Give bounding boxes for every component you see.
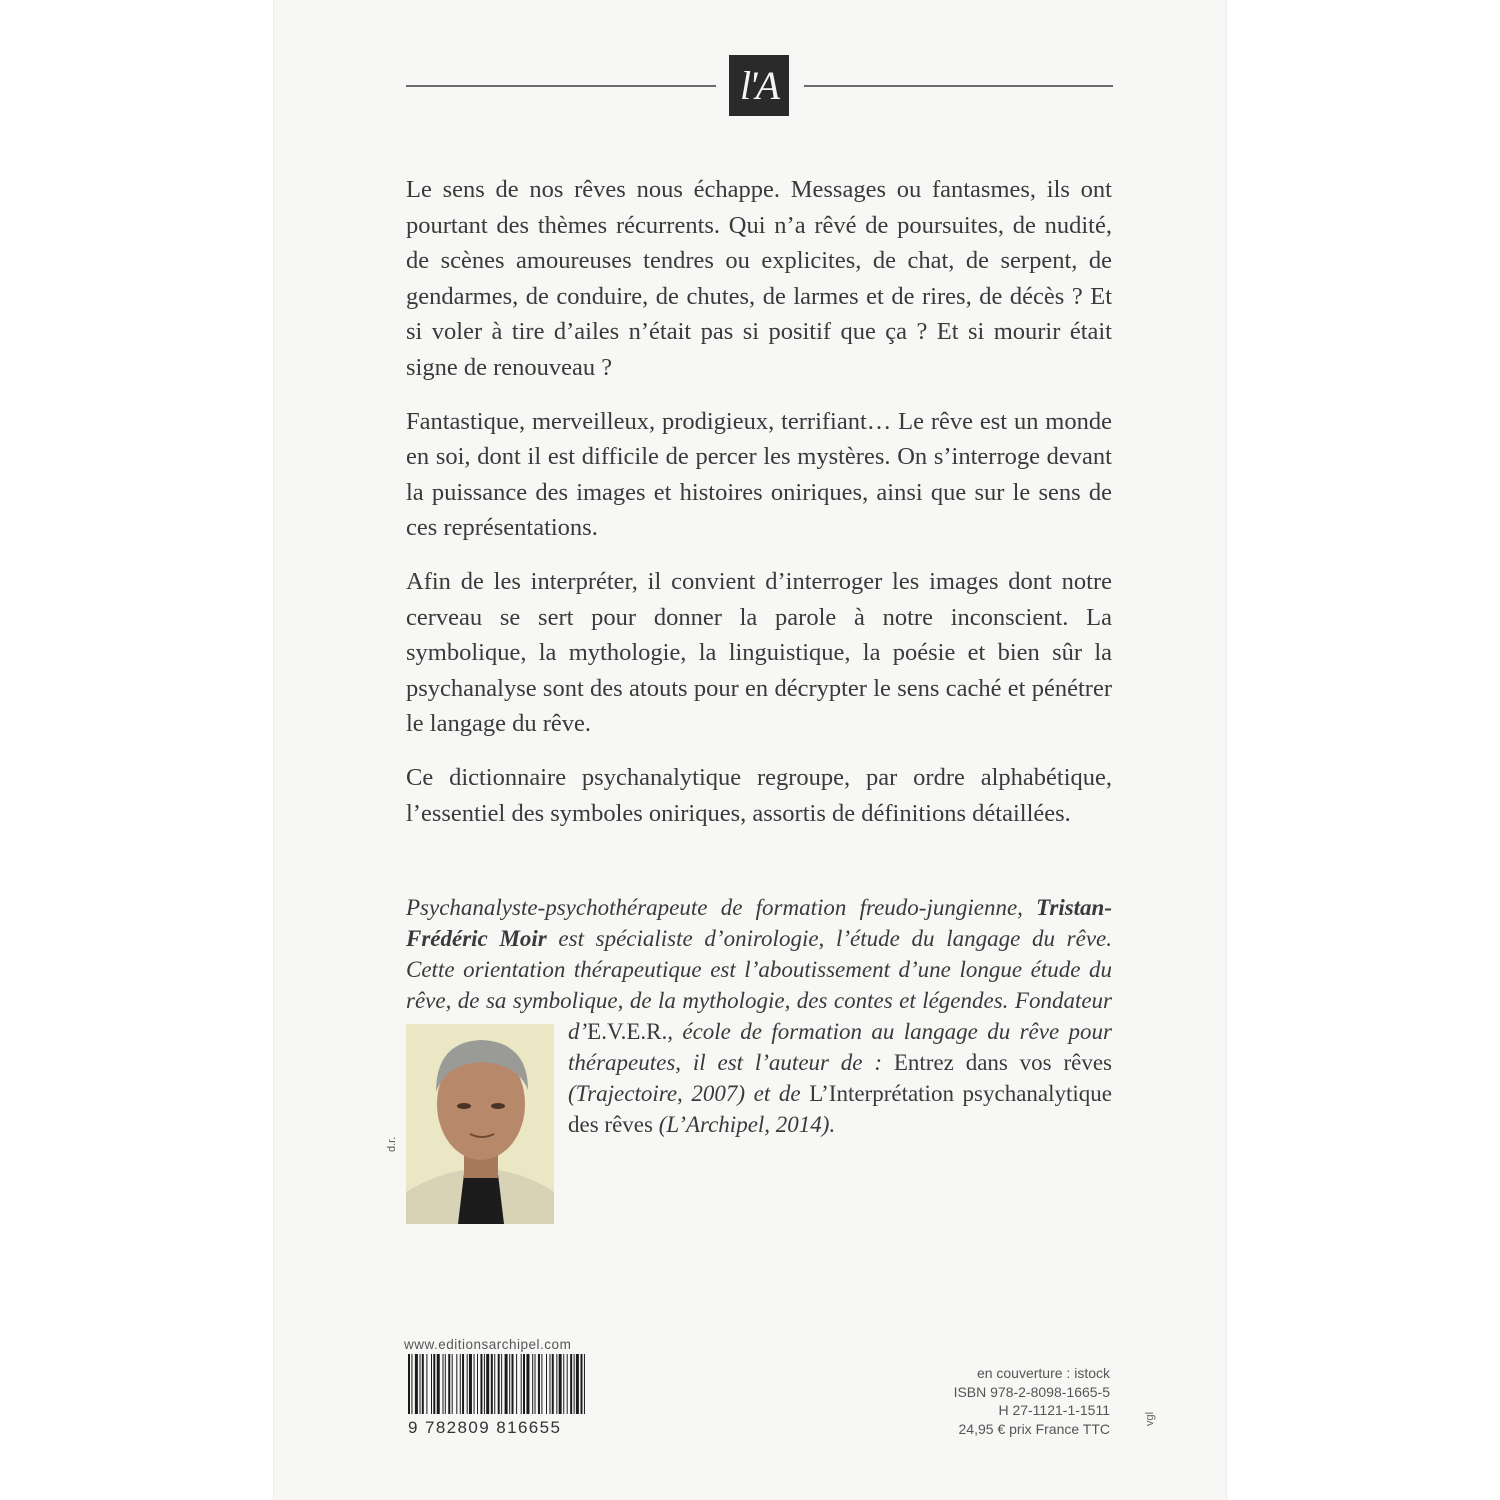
barcode-bar bbox=[505, 1354, 508, 1414]
barcode-bar bbox=[501, 1354, 502, 1414]
description-paragraph-2: Fantastique, merveilleux, prodigieux, terrifiant… Le rêve est un monde en soi, dont il est difficile de percer les mystères. On s’interroge devant la puissance des images et histoires oniriques, ainsi que sur le sens de ces représentations. bbox=[406, 407, 1112, 542]
barcode-bar bbox=[574, 1354, 575, 1414]
header-rule-right bbox=[804, 85, 1113, 87]
printer-code: vgl bbox=[1144, 1411, 1156, 1426]
barcode-bar bbox=[474, 1354, 475, 1414]
publisher-logo: l'A bbox=[729, 55, 789, 116]
barcode-bar bbox=[420, 1354, 421, 1414]
photo-credit: d.r. bbox=[386, 1136, 398, 1152]
barcode-bar bbox=[411, 1354, 412, 1414]
bio-book-1: Entrez dans vos rêves bbox=[893, 1050, 1112, 1075]
header-rule-left bbox=[406, 85, 716, 87]
description-paragraph-3: Afin de les interpréter, il convient d’interroger les images dont notre cerveau se sert pour donner la parole à notre inconscient. La symbolique, la mythologie, la linguistique, la poésie et bien sûr la psychanalyse sont des atouts pour en décrypter le sens caché et pénétrer le langage du rêve. bbox=[406, 567, 1112, 738]
description-paragraph-1: Le sens de nos rêves nous échappe. Messages ou fantasmes, ils ont pourtant des thèmes récurrents. Qui n’a rêvé de poursuites, de nudité, de scènes amoureuses tendres ou explicites, de chat, de serpent, de gendarmes, de conduire, de chutes, de larmes et de rires, de décès ? Et si voler à tire d’ailes n’était pas si positif que ça ? Et si mourir était signe de renouveau ? bbox=[406, 176, 1112, 381]
barcode-bar bbox=[486, 1354, 489, 1414]
price: 24,95 € prix France TTC bbox=[958, 1420, 1110, 1437]
barcode-bar bbox=[521, 1354, 522, 1414]
barcode-bar bbox=[462, 1354, 464, 1414]
barcode-bar bbox=[422, 1354, 424, 1414]
description-paragraph-4: Ce dictionnaire psychanalytique regroupe, par ordre alphabétique, l’essentiel des symboles oniriques, assortis de définitions détaillées. bbox=[406, 763, 1112, 827]
barcode-bar bbox=[538, 1354, 540, 1414]
barcode-bar bbox=[437, 1354, 440, 1414]
barcode-bar bbox=[460, 1354, 461, 1414]
description-text bbox=[406, 172, 1112, 849]
barcode-bar bbox=[552, 1354, 554, 1414]
bio-ever: E.V.E.R. bbox=[587, 1019, 668, 1044]
barcode-bar bbox=[526, 1354, 529, 1414]
isbn-barcode bbox=[406, 1354, 588, 1414]
barcode-bar bbox=[480, 1354, 482, 1414]
bio-book-1-publisher: (Trajectoire, 2007) bbox=[568, 1081, 746, 1106]
barcode-bar bbox=[523, 1354, 525, 1414]
barcode-bar bbox=[415, 1354, 418, 1414]
barcode-bar bbox=[509, 1354, 510, 1414]
bio-book-2-publisher: (L’Archipel, 2014). bbox=[652, 1112, 836, 1137]
publisher-website: www.editionsarchipel.com bbox=[404, 1337, 572, 1352]
author-photo bbox=[406, 1024, 554, 1224]
barcode-bar bbox=[576, 1354, 579, 1414]
barcode-bar bbox=[512, 1354, 514, 1414]
cover-credit: en couverture : istock bbox=[976, 1365, 1110, 1381]
product-code: H 27-1121-1-1511 bbox=[998, 1402, 1110, 1418]
barcode-bar bbox=[535, 1354, 536, 1414]
bio-part-1: est spécialiste d’onirologie, l’étude du langage du rêve. Cette orientation thérapeutique est l’aboutissement d’une longue étude du rêve, de sa symbolique, de la mythologie, des contes et légendes. Fondateur d’ bbox=[406, 926, 1112, 1044]
bio-part-2: , école de formation au langage du rêve pour thérapeutes, il est l’auteur de : bbox=[568, 1019, 1112, 1075]
barcode-bar bbox=[532, 1354, 533, 1414]
bio-book-2: L’Interprétation psychanalytique des rêves bbox=[568, 1081, 1113, 1137]
barcode-bar bbox=[563, 1354, 564, 1414]
barcode-bar bbox=[516, 1354, 517, 1414]
barcode-bar bbox=[491, 1354, 493, 1414]
barcode-bar bbox=[452, 1354, 453, 1414]
barcode-bar bbox=[581, 1354, 583, 1414]
barcode-bar bbox=[456, 1354, 457, 1414]
author-portrait-image bbox=[406, 1024, 554, 1224]
barcode-bar bbox=[445, 1354, 446, 1414]
isbn-number: ISBN 978-2-8098-1665-5 bbox=[953, 1383, 1110, 1400]
barcode-bar bbox=[570, 1354, 572, 1414]
barcode-bar bbox=[541, 1354, 542, 1414]
barcode-bar bbox=[426, 1354, 427, 1414]
bio-intro: Psychanalyste-psychothérapeute de formation freudo-jungienne, bbox=[406, 895, 1037, 920]
barcode-bar bbox=[494, 1354, 495, 1414]
barcode-bar bbox=[546, 1354, 547, 1414]
barcode-bar bbox=[549, 1354, 550, 1414]
barcode-bar bbox=[431, 1354, 432, 1414]
author-bio bbox=[406, 892, 1112, 1228]
barcode-bar bbox=[556, 1354, 557, 1414]
author-name: Tristan-Frédéric Moir bbox=[406, 895, 1112, 951]
barcode-bar bbox=[584, 1354, 585, 1414]
colophon-credits bbox=[954, 1364, 1110, 1438]
barcode-bar bbox=[567, 1354, 568, 1414]
barcode-bar bbox=[559, 1354, 562, 1414]
barcode-bar bbox=[408, 1354, 410, 1414]
barcode-digits: 9 782809 816655 bbox=[408, 1418, 562, 1437]
barcode-bar bbox=[469, 1354, 472, 1414]
bio-part-3: et de bbox=[745, 1081, 810, 1106]
barcode-bar bbox=[467, 1354, 468, 1414]
barcode-image bbox=[406, 1354, 588, 1414]
barcode-bar bbox=[443, 1354, 444, 1414]
barcode-bar bbox=[484, 1354, 485, 1414]
barcode-bar bbox=[477, 1354, 478, 1414]
barcode-bar bbox=[498, 1354, 500, 1414]
barcode-bar bbox=[448, 1354, 450, 1414]
barcode-bar bbox=[433, 1354, 435, 1414]
